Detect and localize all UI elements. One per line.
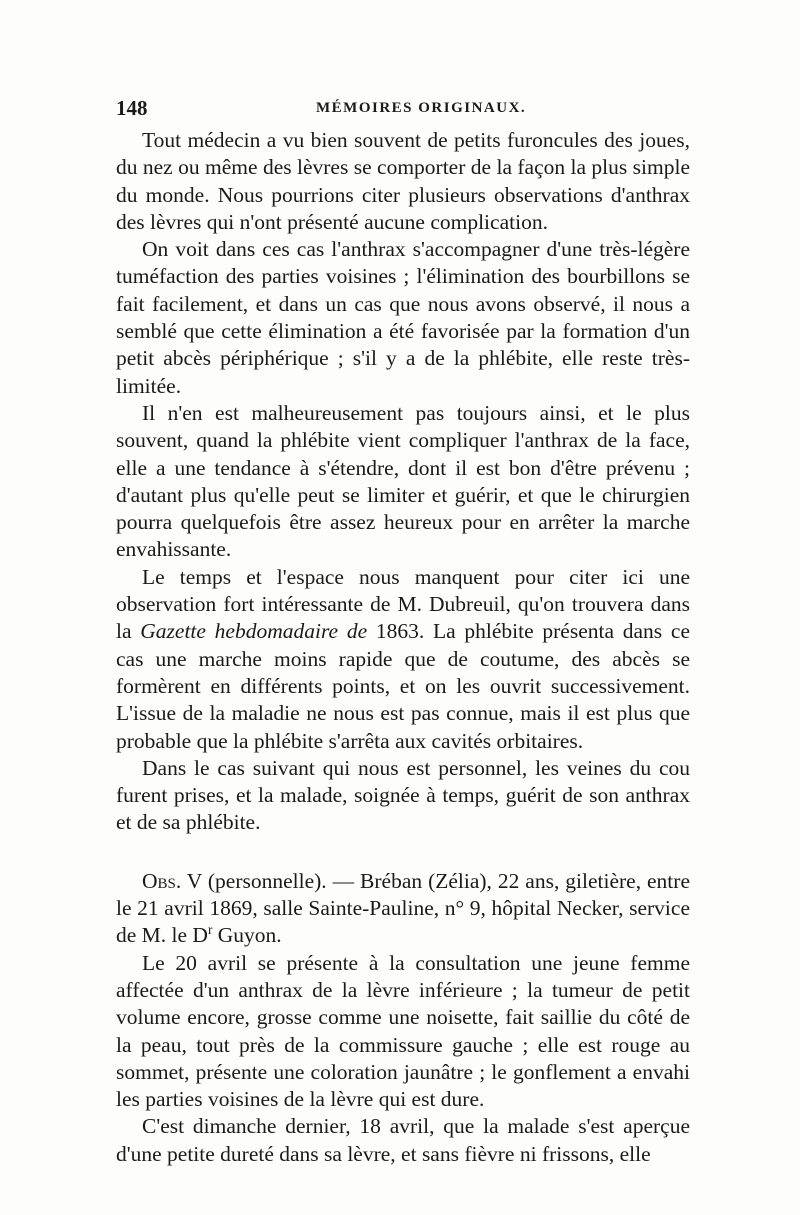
observation-label: Obs. xyxy=(142,868,182,893)
paragraph-8: C'est dimanche dernier, 18 avril, que la malade s'est aperçue d'une petite dureté dans sa lèvre, et sans fièvre ni frissons, elle xyxy=(116,1114,690,1166)
running-title: MÉMOIRES ORIGINAUX. xyxy=(316,100,527,116)
observation-text-b: Guyon. xyxy=(212,923,282,948)
observation-text-a: V (personnelle). — Bréban (Zélia), 22 ans, giletière, entre le 21 avril 1869, salle Sainte-Pauline, n° 9, hôpital Necker, service de M. le D xyxy=(116,868,690,948)
paragraph-1: Tout médecin a vu bien souvent de petits furoncules des joues, du nez ou même des lèvres se comporter de la façon la plus simple du monde. Nous pourrions citer plusieurs observations d'anthrax des lèvres qui n'ont présenté aucune complication. xyxy=(116,128,690,234)
paragraph-5: Dans le cas suivant qui nous est personnel, les veines du cou furent prises, et la malade, soignée à temps, guérit de son anthrax et de sa phlébite. xyxy=(116,755,690,835)
paragraph-2: On voit dans ces cas l'anthrax s'accompagner d'une très-légère tuméfaction des parties voisines ; l'élimination des bourbillons se fait facilement, et dans un cas que nous avons observé, il nous a semblé que cette élimination a été favorisée par la formation d'un petit abcès périphérique ; s'il y a de la phlébite, elle reste très-limitée. xyxy=(116,237,690,398)
paragraph-4-text-b: 1863. La phlébite présenta dans ce cas une marche moins rapide que de coutume, des abcès se formèrent en différents points, et on les ouvrit successivement. L'issue de la maladie ne nous est pas connue, mais il est plus que probable que la phlébite s'arrêta aux cavités orbitaires. xyxy=(116,619,690,753)
paragraph-4 xyxy=(116,564,690,755)
page-number: 148 xyxy=(116,96,148,120)
page-header xyxy=(116,96,700,124)
body-text xyxy=(116,127,690,1168)
paragraph-3: Il n'en est malheureusement pas toujours ainsi, et le plus souvent, quand la phlébite vient compliquer l'anthrax de la face, elle a une tendance à s'étendre, dont il est bon d'être prévenu ; d'autant plus qu'elle peut se limiter et guérir, et que le chirurgien pourra quelquefois être assez heureux pour en arrêter la marche envahissante. xyxy=(116,400,690,562)
paragraph-7: Le 20 avril se présente à la consultation une jeune femme affectée d'un anthrax de la lèvre inférieure ; la tumeur de petit volume encore, grosse comme une noisette, fait saillie du côté de la peau, tout près de la commissure gauche ; elle est rouge au sommet, présente une coloration jaunâtre ; le gonflement a envahi les parties voisines de la lèvre qui est dure. xyxy=(116,950,690,1112)
paragraph-4-text-a: Le temps et l'espace nous manquent pour citer ici une observation fort intéressante de M. Dubreuil, qu'on trouvera dans la xyxy=(116,564,690,644)
journal-title: Gazette hebdomadaire de xyxy=(140,619,368,644)
observation-heading xyxy=(116,868,690,950)
doctor-superscript: r xyxy=(207,922,213,938)
